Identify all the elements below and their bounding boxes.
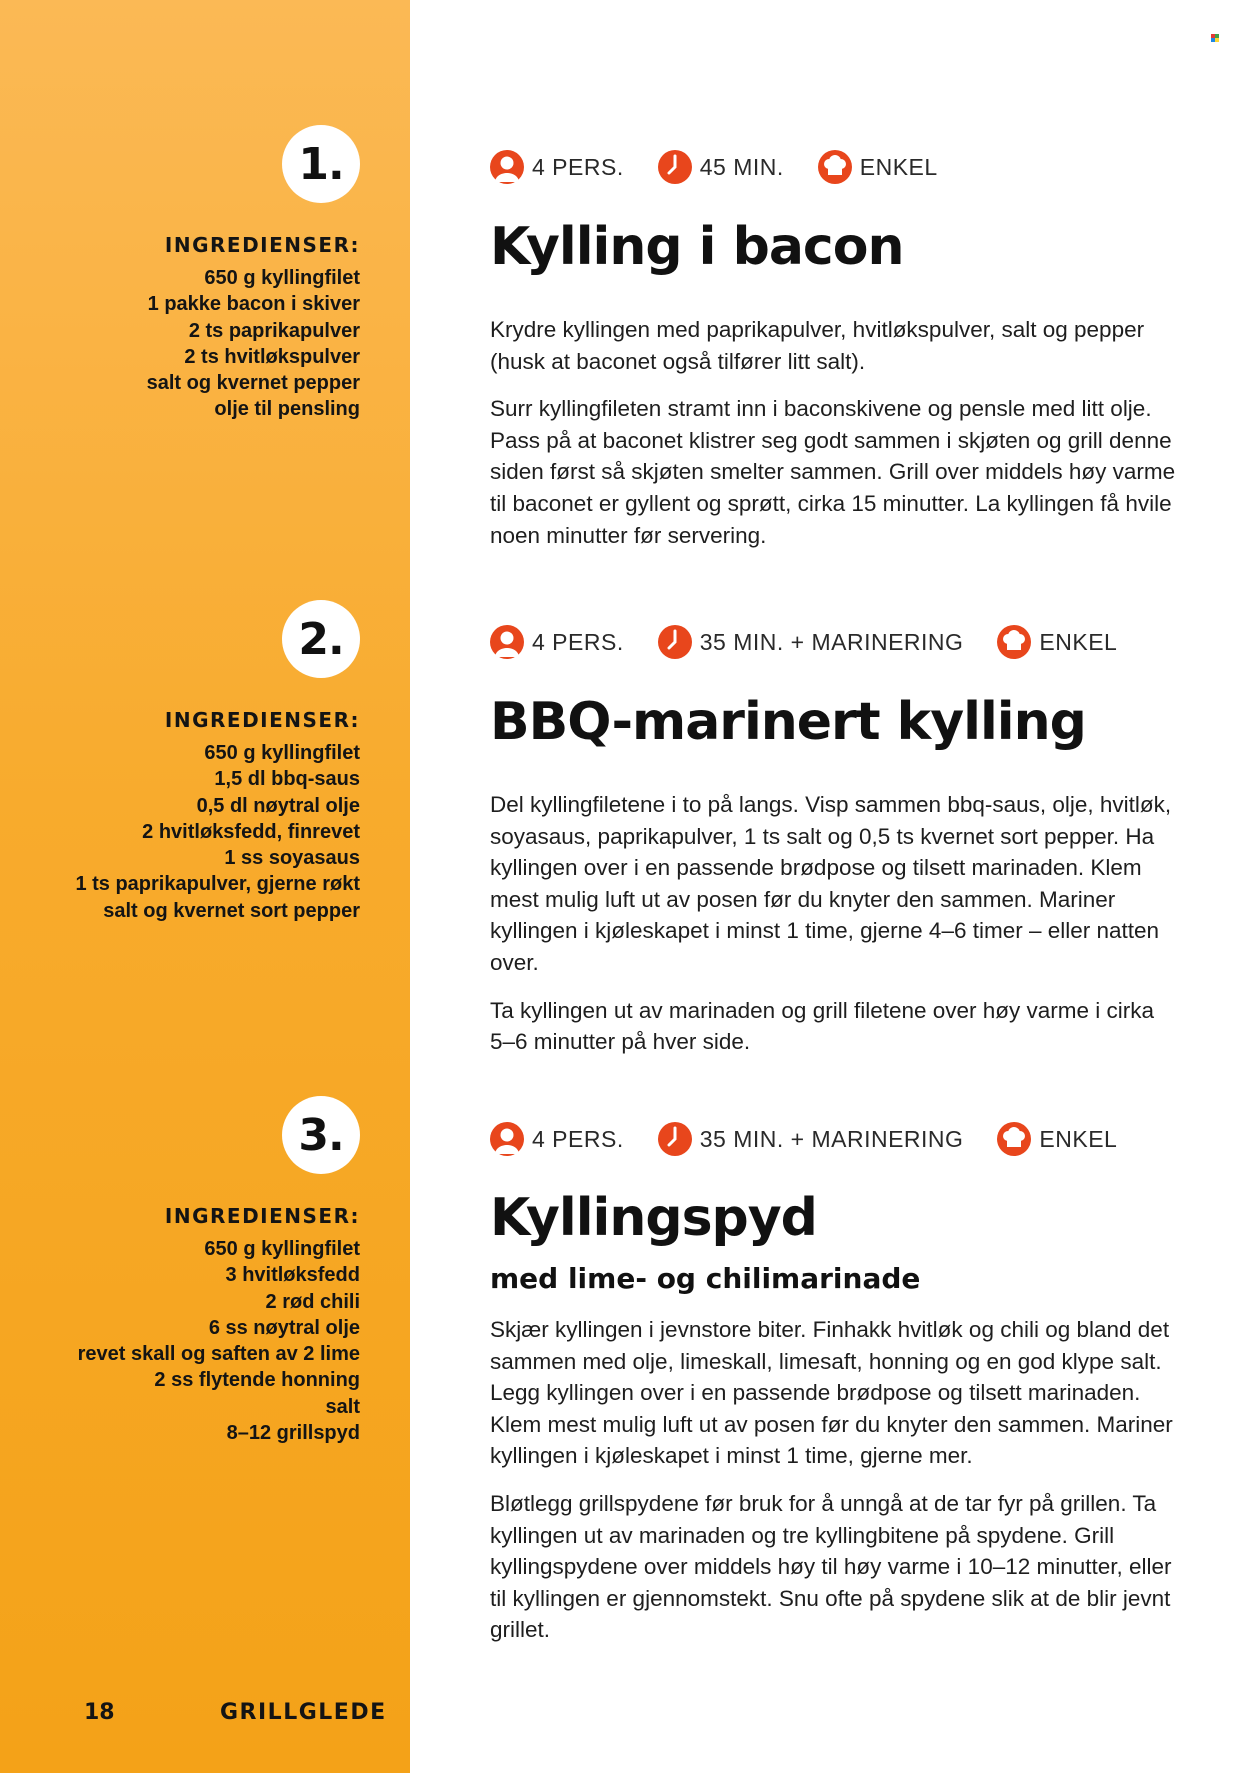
page-number: 18 (84, 1700, 115, 1725)
ingredients-list (0, 265, 360, 423)
ingredient-item: salt og kvernet pepper (146, 372, 360, 395)
ingredient-item: salt og kvernet sort pepper (103, 899, 360, 922)
ingredient-item: revet skall og saften av 2 lime (77, 1343, 360, 1366)
ingredients-list (0, 740, 360, 924)
ingredient-item: 0,5 dl nøytral olje (196, 794, 360, 817)
recipe-meta (490, 147, 972, 187)
servings-text: 4 PERS. (532, 153, 624, 180)
ingredient-item: 2 ts paprikapulver (188, 319, 360, 342)
recipe-number-badge: 3. (282, 1096, 360, 1174)
method-paragraph: Ta kyllingen ut av marinaden og grill filetene over høy varme i cirka 5–6 minutter på hver side. (490, 997, 1155, 1055)
recipe-title: BBQ-marinert kylling (490, 692, 1086, 752)
ingredient-item: 650 g kyllingfilet (204, 267, 360, 289)
method-paragraph: Skjær kyllingen i jevnstore biter. Finhakk hvitløk og chili og bland det sammen med olje, limeskall, limesaft, honning og en god klype salt. Legg kyllingen over i en passende brødpose og tilsett marinaden. Klem mest mulig luft ut av posen før du knyter den sammen. Mariner kyllingen i kjøleskapet i minst 1 time, gjerne mer. (490, 1317, 1173, 1469)
recipe-method (490, 1314, 1180, 1662)
chef-hat-icon (997, 1122, 1031, 1156)
ingredient-item: 2 ss flytende honning (154, 1369, 360, 1392)
ingredient-item: 6 ss nøytral olje (208, 1316, 360, 1339)
recipe-subtitle: med lime- og chilimarinade (490, 1262, 921, 1295)
time-text: 35 MIN. + MARINERING (699, 1125, 964, 1152)
recipe-meta (490, 1119, 1151, 1159)
method-paragraph: Surr kyllingfileten stramt inn i baconskivene og pensle med litt olje. Pass på at baconet klistrer seg godt sammen i skjøten og grill denne siden først så skjøten smelter sammen. Grill over middels høy varme til baconet er gyllent og sprøtt, cirka 15 minutter. La kyllingen få hvile noen minutter før servering. (490, 396, 1176, 548)
ingredients-heading: INGREDIENSER: (164, 233, 360, 257)
method-paragraph: Bløtlegg grillspydene før bruk for å unngå at de tar fyr på grillen. Ta kyllingen ut av marinaden og tre kyllingbitene på spydene. Grill kyllingspydene over middels høy til høy varme i 10–12 minutter, eller til kyllingen er gjennomstekt. Snu ofte på spydene slik at de blir jevnt grillet. (490, 1490, 1172, 1643)
ingredient-item: 2 hvitløksfedd, finrevet (142, 820, 360, 843)
ingredient-item: 8–12 grillspyd (226, 1422, 360, 1445)
method-paragraph: Krydre kyllingen med paprikapulver, hvitløkspulver, salt og pepper (husk at baconet også tilfører litt salt). (490, 317, 1145, 374)
person-icon (490, 150, 524, 184)
difficulty-info (818, 150, 938, 184)
color-mark-icon (1211, 34, 1220, 42)
servings-text: 4 PERS. (532, 1125, 624, 1152)
recipe-method (490, 789, 1180, 1074)
difficulty-text: ENKEL (1039, 1125, 1118, 1152)
recipe-number-badge: 1. (282, 125, 360, 203)
clock-icon (658, 150, 692, 184)
difficulty-info (997, 1122, 1117, 1156)
clock-icon (658, 1122, 692, 1156)
ingredient-item: salt (325, 1395, 360, 1418)
time-info (658, 625, 964, 659)
time-info (658, 1122, 964, 1156)
ingredient-item: 1 ts paprikapulver, gjerne røkt (75, 873, 360, 896)
ingredients-heading: INGREDIENSER: (164, 1204, 360, 1228)
person-icon (490, 625, 524, 659)
servings-info (490, 1122, 624, 1156)
ingredients-heading: INGREDIENSER: (164, 708, 360, 732)
ingredient-item: 2 rød chili (265, 1290, 360, 1313)
ingredients-block (0, 708, 360, 924)
ingredient-item: 650 g kyllingfilet (204, 742, 360, 764)
difficulty-text: ENKEL (1039, 628, 1118, 655)
time-info (658, 150, 784, 184)
recipe-meta (490, 622, 1151, 662)
servings-info (490, 625, 624, 659)
chef-hat-icon (818, 150, 852, 184)
ingredient-item: 3 hvitløksfedd (225, 1264, 360, 1287)
recipe-method (490, 314, 1180, 567)
ingredient-item: olje til pensling (214, 398, 360, 421)
time-text: 35 MIN. + MARINERING (699, 628, 964, 655)
ingredient-item: 1,5 dl bbq-saus (214, 768, 360, 791)
ingredient-item: 650 g kyllingfilet (204, 1238, 360, 1260)
ingredient-item: 2 ts hvitløkspulver (184, 345, 360, 368)
clock-icon (658, 625, 692, 659)
recipe-title: Kyllingspyd (490, 1188, 817, 1248)
recipe-title: Kylling i bacon (490, 217, 904, 277)
time-text: 45 MIN. (699, 153, 784, 180)
magazine-title: GRILLGLEDE (220, 1700, 387, 1725)
ingredient-item: 1 pakke bacon i skiver (147, 293, 360, 316)
difficulty-text: ENKEL (859, 153, 938, 180)
person-icon (490, 1122, 524, 1156)
method-paragraph: Del kyllingfiletene i to på langs. Visp sammen bbq-saus, olje, hvitløk, soyasaus, paprikapulver, 1 ts salt og 0,5 ts kvernet sort pepper. Ha kyllingen over i en passende brødpose og tilsett marinaden. Klem mest mulig luft ut av posen før du knyter den sammen. Mariner kyllingen i kjøleskapet i minst 1 time, gjerne 4–6 timer – eller natten over. (490, 792, 1172, 975)
ingredients-block (0, 1204, 360, 1446)
ingredient-item: 1 ss soyasaus (224, 847, 360, 870)
difficulty-info (997, 625, 1117, 659)
ingredients-list (0, 1236, 360, 1446)
servings-text: 4 PERS. (532, 628, 624, 655)
recipe-number-badge: 2. (282, 600, 360, 678)
ingredients-block (0, 233, 360, 423)
servings-info (490, 150, 624, 184)
chef-hat-icon (997, 625, 1031, 659)
